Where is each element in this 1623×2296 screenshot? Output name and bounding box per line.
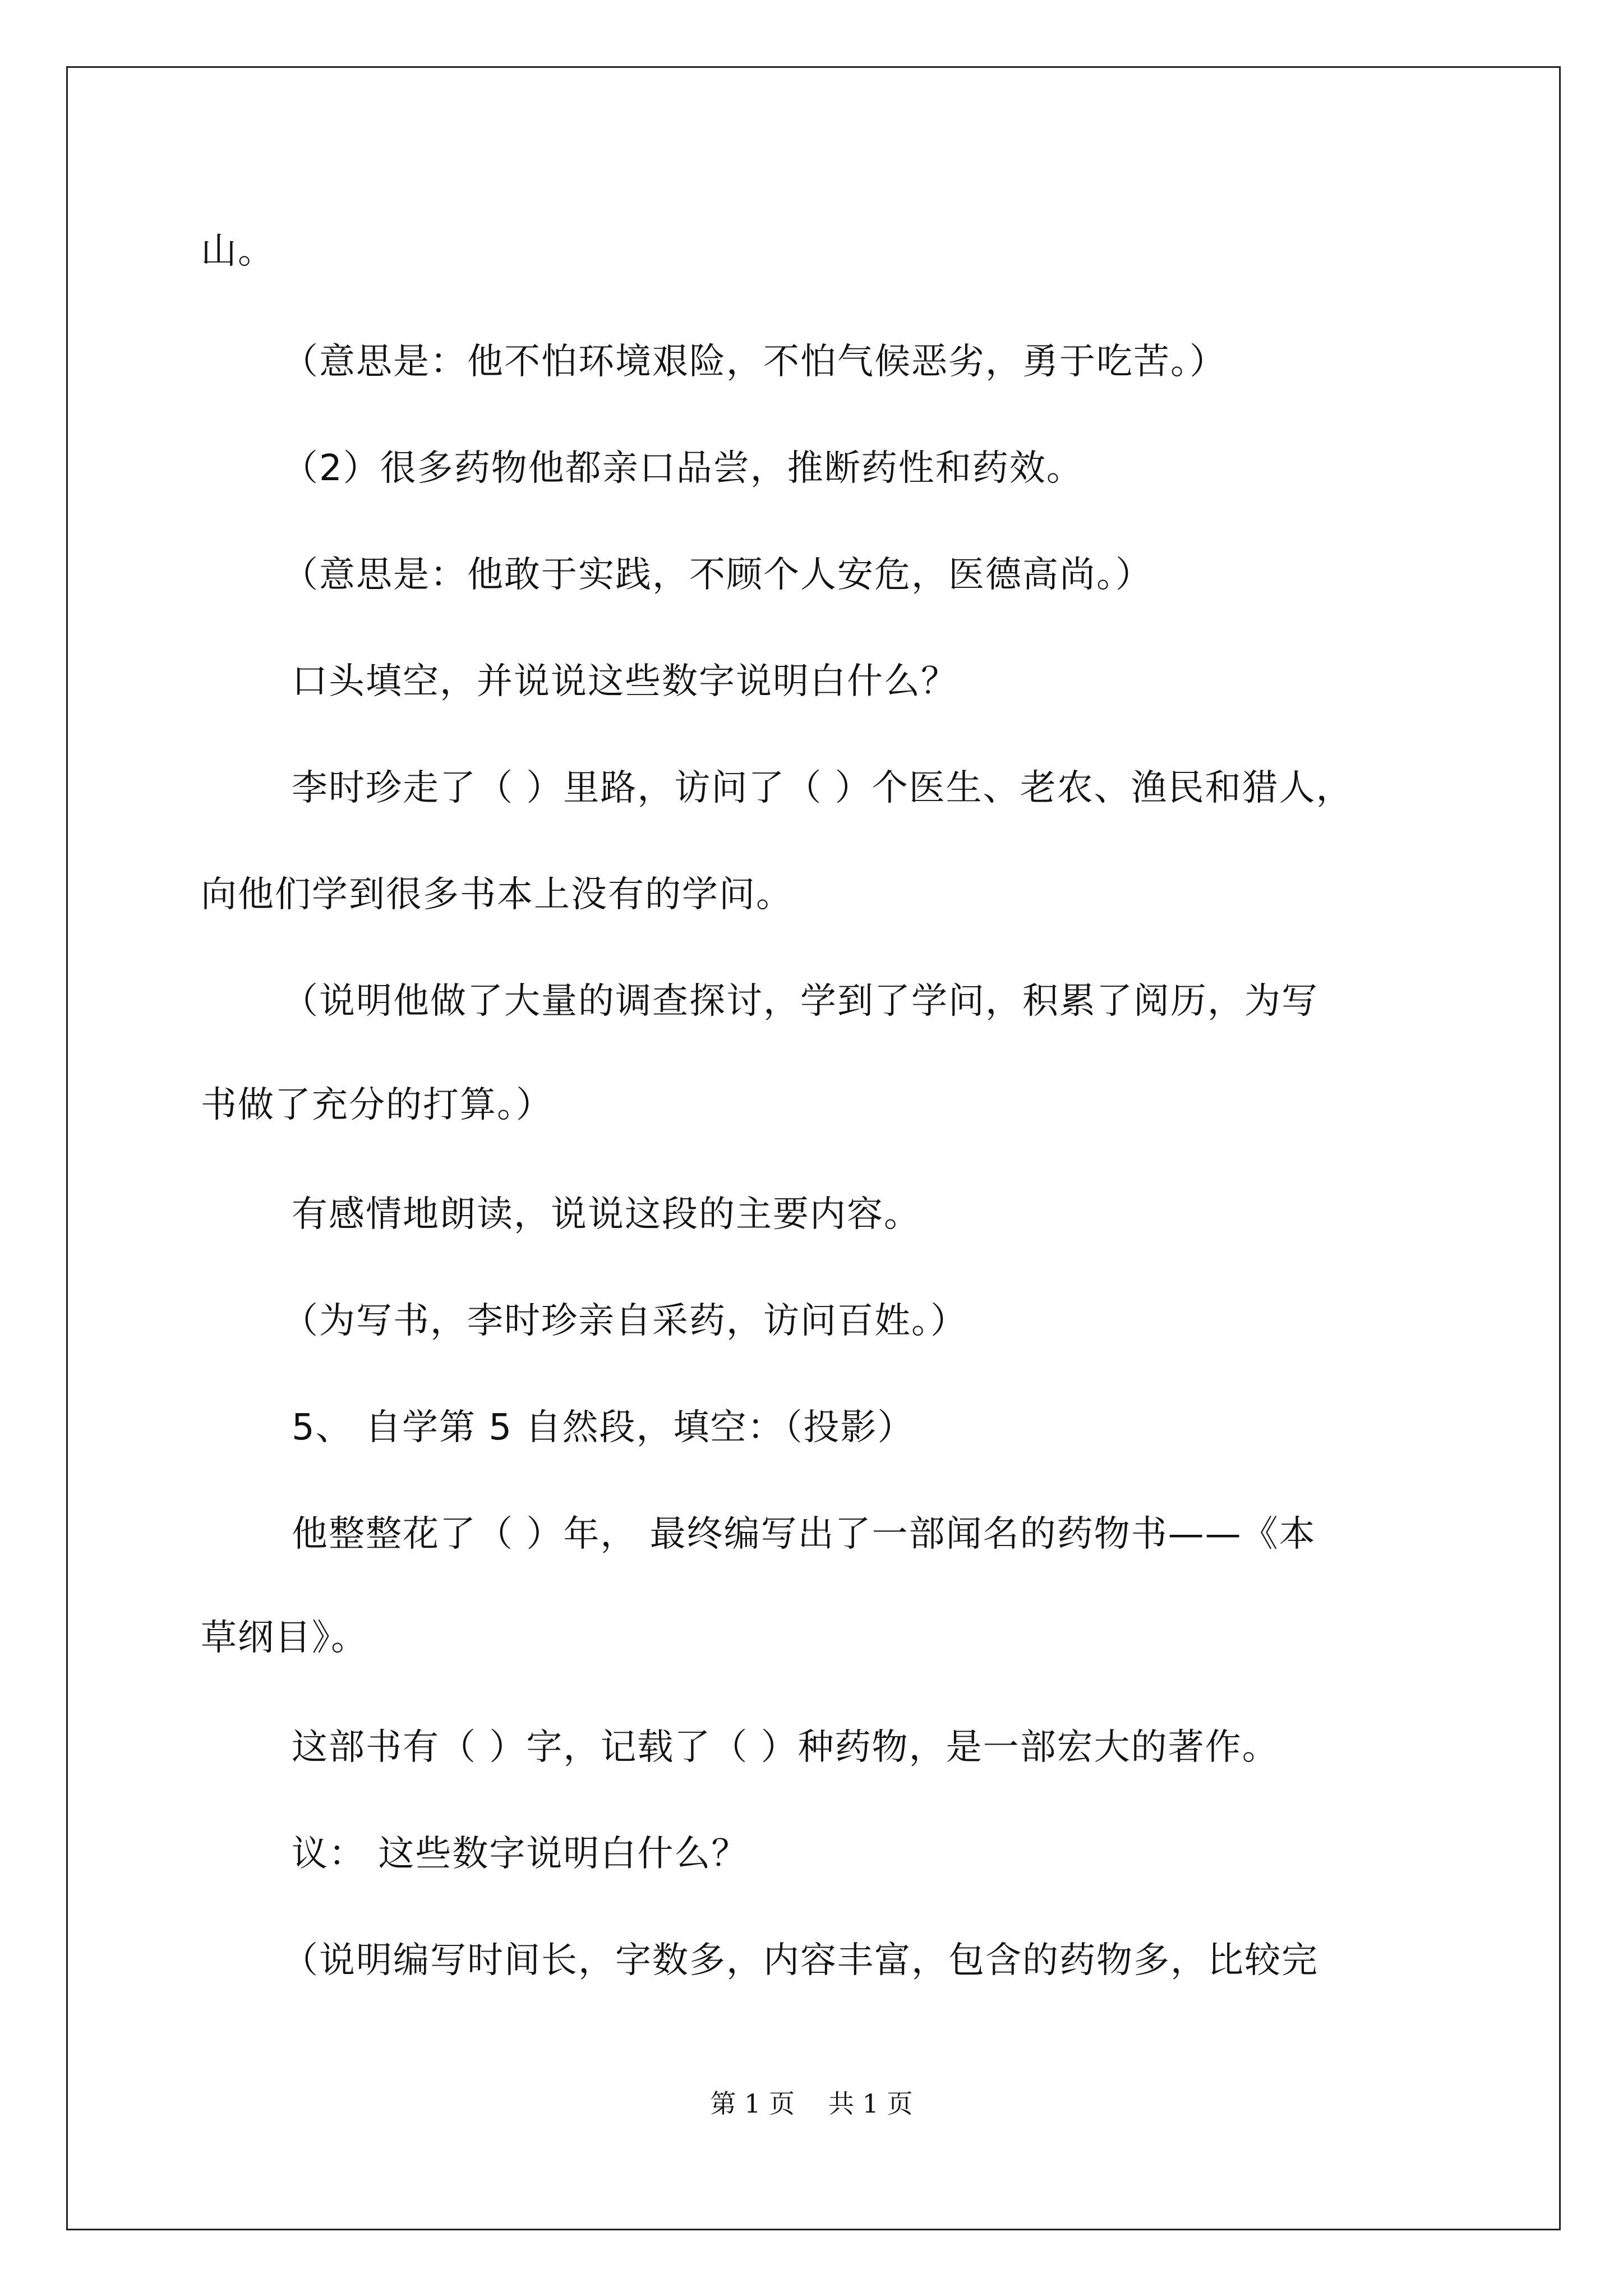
- text-line-5: 口头填空，并说说这些数字说明白什么？: [292, 661, 958, 702]
- text-line-1: 山。: [201, 231, 275, 272]
- text-line-9: 书做了充分的打算。）: [201, 1084, 553, 1126]
- text-line-7: 向他们学到很多书本上没有的学问。: [201, 874, 793, 915]
- text-line-11: （为写书，李时珍亲自采药，访问百姓。）: [282, 1300, 967, 1342]
- page-total: 共 1 页: [828, 2088, 913, 2119]
- text-line-14: 草纲目》。: [201, 1617, 368, 1659]
- text-line-15: 这部书有（ ）字，记载了（ ）种药物，是一部宏大的著作。: [292, 1727, 1279, 1768]
- text-line-17: （说明编写时间长，字数多，内容丰富，包含的药物多，比较完: [282, 1940, 1318, 1981]
- page-footer: [0, 2087, 1623, 2120]
- page-border: [66, 66, 1561, 2230]
- text-line-6: 李时珍走了（ ）里路，访问了（ ）个医生、老农、渔民和猎人，: [292, 767, 1353, 809]
- text-line-13: 他整整花了（ ）年， 最终编写出了一部闻名的药物书——《本: [292, 1513, 1316, 1555]
- text-line-12: 5、 自学第 5 自然段，填空：（投影）: [292, 1407, 915, 1448]
- text-line-4: （意思是：他敢于实践，不顾个人安危，医德高尚。）: [282, 554, 1152, 596]
- text-line-3: （2）很多药物他都亲口品尝，推断药性和药效。: [282, 448, 1083, 489]
- text-line-10: 有感情地朗读，说说这段的主要内容。: [292, 1194, 921, 1235]
- text-line-2: （意思是：他不怕环境艰险，不怕气候恶劣，勇于吃苦。）: [282, 341, 1227, 383]
- page-number: 第 1 页: [710, 2088, 795, 2119]
- text-line-8: （说明他做了大量的调查探讨，学到了学问，积累了阅历，为写: [282, 981, 1318, 1022]
- text-line-16: 议： 这些数字说明白什么？: [292, 1833, 749, 1875]
